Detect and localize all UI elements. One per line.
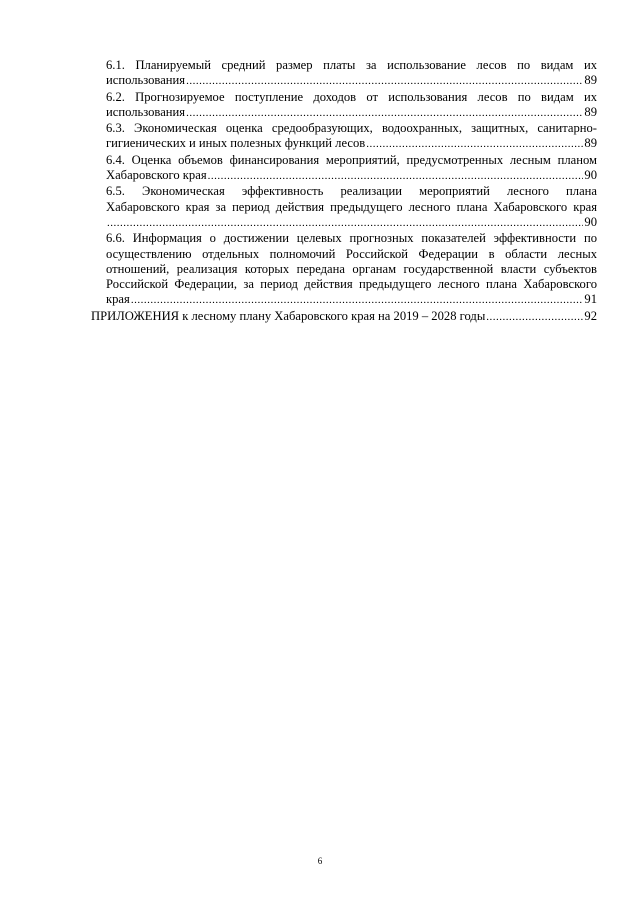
dot-leader — [131, 293, 584, 308]
dot-leader — [107, 216, 583, 231]
toc-entry-text: осуществлению отдельных полномочий Российской Федерации в области лесных — [106, 246, 597, 261]
toc-entry-text-end: использования — [106, 73, 186, 88]
toc-entry-text: 6.4. Оценка объемов финансирования мероприятий, предусмотренных лесным планом — [106, 152, 597, 167]
toc-entry-text: Хабаровского края за период действия предыдущего лесного плана Хабаровского края — [106, 199, 597, 214]
toc-entry-6-3[interactable] — [106, 121, 597, 153]
toc-entry-text-end: края — [106, 292, 130, 307]
dot-leader — [208, 169, 584, 184]
dot-leader — [186, 106, 583, 121]
dot-leader — [366, 137, 583, 152]
toc-entry-6-4[interactable] — [106, 153, 597, 185]
toc-entry-text-end: Хабаровского края — [106, 168, 207, 183]
toc-entry-6-2[interactable] — [106, 90, 597, 122]
toc-entry-text: 6.5. Экономическая эффективность реализации мероприятий лесного плана — [106, 184, 597, 199]
toc-page-number: 91 — [584, 292, 597, 307]
table-of-contents — [0, 58, 640, 325]
toc-page-number: 89 — [584, 136, 597, 151]
toc-page-number: 92 — [584, 308, 597, 323]
toc-page-number: 90 — [584, 214, 597, 229]
toc-entry-text: отношений, реализация которых передана органам государственной власти субъектов — [106, 261, 597, 276]
toc-page-number: 89 — [584, 73, 597, 88]
toc-entry-6-5[interactable] — [106, 184, 597, 231]
toc-entry-text: 6.6. Информация о достижении целевых прогнозных показателей эффективности по — [106, 231, 597, 246]
toc-entry-text: 6.2. Прогнозируемое поступление доходов от использования лесов по видам их — [106, 89, 597, 104]
dot-leader — [186, 74, 583, 89]
toc-page-number: 89 — [584, 104, 597, 119]
toc-entry-text-end: использования — [106, 104, 186, 119]
toc-entry-text: ПРИЛОЖЕНИЯ к лесному плану Хабаровского края на 2019 – 2028 годы — [91, 308, 486, 323]
toc-entry-text: Российской Федерации, за период действия предыдущего лесного плана Хабаровского — [106, 277, 597, 292]
toc-entry-appendix[interactable] — [91, 309, 597, 325]
toc-entry-6-1[interactable] — [106, 58, 597, 90]
toc-entry-text: 6.3. Экономическая оценка средообразующих, водоохранных, защитных, санитарно- — [106, 121, 597, 136]
toc-entry-text: 6.1. Планируемый средний размер платы за использование лесов по видам их — [106, 58, 597, 72]
toc-entry-6-6[interactable] — [106, 231, 597, 308]
page-number: 6 — [317, 856, 323, 866]
toc-page-number: 90 — [584, 168, 597, 183]
dot-leader — [486, 310, 583, 325]
toc-entry-text-end: гигиенических и иных полезных функций лесов — [106, 136, 366, 151]
